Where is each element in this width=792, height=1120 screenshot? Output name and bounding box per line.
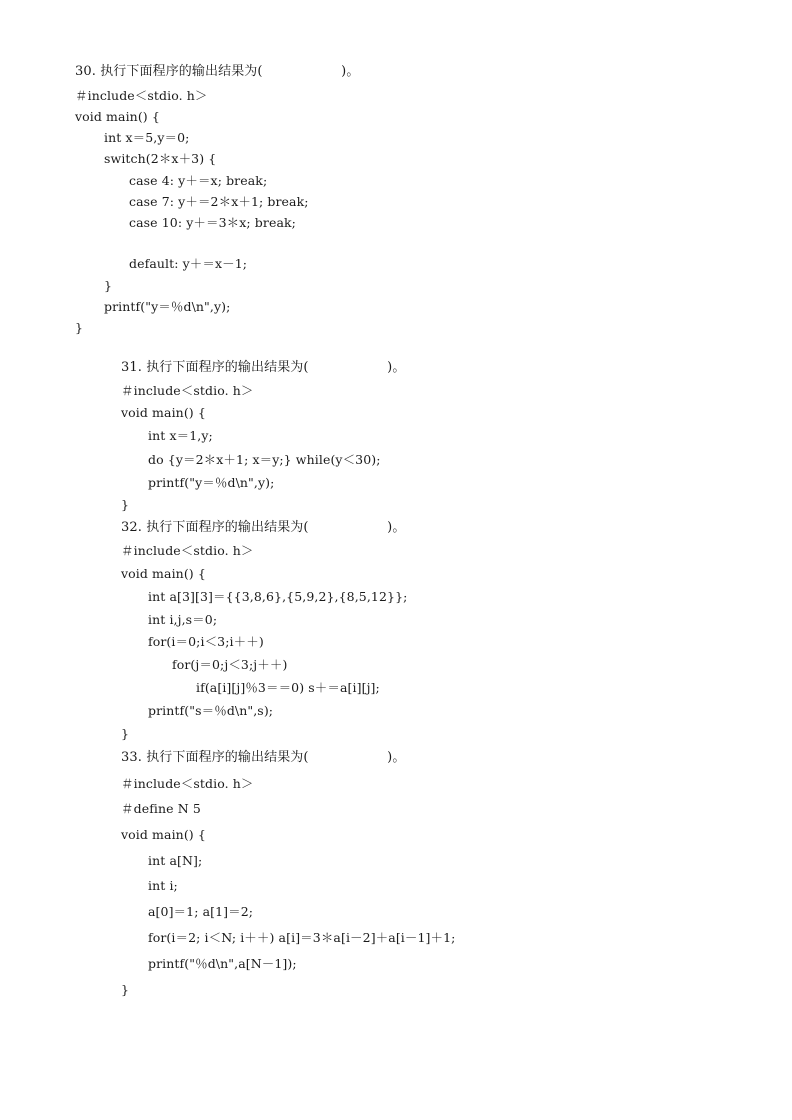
q31-code-line: printf("y＝％d\n",y); [148,475,275,490]
q30-code-line: switch(2＊x＋3) { [104,151,217,166]
q33-code-line: int a[N]; [148,853,203,868]
q33-code-line: ＃include＜stdio. h＞ [121,776,254,791]
q30-title: 30. 执行下面程序的输出结果为( )。 [75,64,360,79]
q33-code-line: a[0]＝1; a[1]＝2; [148,904,254,919]
q30-code-line: printf("y＝％d\n",y); [104,299,231,314]
q33-code-line: for(i＝2; i＜N; i＋＋) a[i]＝3＊a[i－2]＋a[i－1]＋1; [148,930,456,945]
q30-code-line: } [75,320,84,335]
q32-code-line: } [121,726,130,741]
q30-code-line: case 4: y＋＝x; break; [129,173,268,188]
q33-title: 33. 执行下面程序的输出结果为( )。 [121,750,406,765]
q32-code-line: printf("s＝％d\n",s); [148,703,274,718]
q31-title: 31. 执行下面程序的输出结果为( )。 [121,360,406,375]
q30-code-line: case 10: y＋＝3＊x; break; [129,215,296,230]
q31-code-line: void main() { [121,405,206,420]
q31-code-line: ＃include＜stdio. h＞ [121,383,254,398]
q30-code-line: default: y＋＝x－1; [129,256,248,271]
q30-code-line: case 7: y＋＝2＊x＋1; break; [129,194,309,209]
q31-code-line: do {y＝2＊x＋1; x＝y;} while(y＜30); [148,452,381,467]
q31-code-line: } [121,497,130,512]
q33-code-line: void main() { [121,827,206,842]
q30-code-line: int x＝5,y＝0; [104,130,190,145]
q32-code-line: ＃include＜stdio. h＞ [121,543,254,558]
q32-code-line: void main() { [121,566,206,581]
q33-code-line: ＃define N 5 [121,801,201,816]
q32-code-line: int i,j,s＝0; [148,612,218,627]
q32-title: 32. 执行下面程序的输出结果为( )。 [121,520,406,535]
q31-code-line: int x＝1,y; [148,428,213,443]
q33-code-line: printf("％d\n",a[N－1]); [148,956,297,971]
q32-code-line: if(a[i][j]％3＝＝0) s＋＝a[i][j]; [196,680,380,695]
q32-code-line: for(j＝0;j＜3;j＋＋) [172,657,288,672]
q32-code-line: int a[3][3]＝{{3,8,6},{5,9,2},{8,5,12}}; [148,589,408,604]
q30-code-line: void main() { [75,109,160,124]
q33-code-line: int i; [148,878,178,893]
q33-code-line: } [121,982,130,997]
q32-code-line: for(i＝0;i＜3;i＋＋) [148,634,264,649]
q30-code-line: ＃include＜stdio. h＞ [75,88,208,103]
q30-code-line: } [104,278,113,293]
